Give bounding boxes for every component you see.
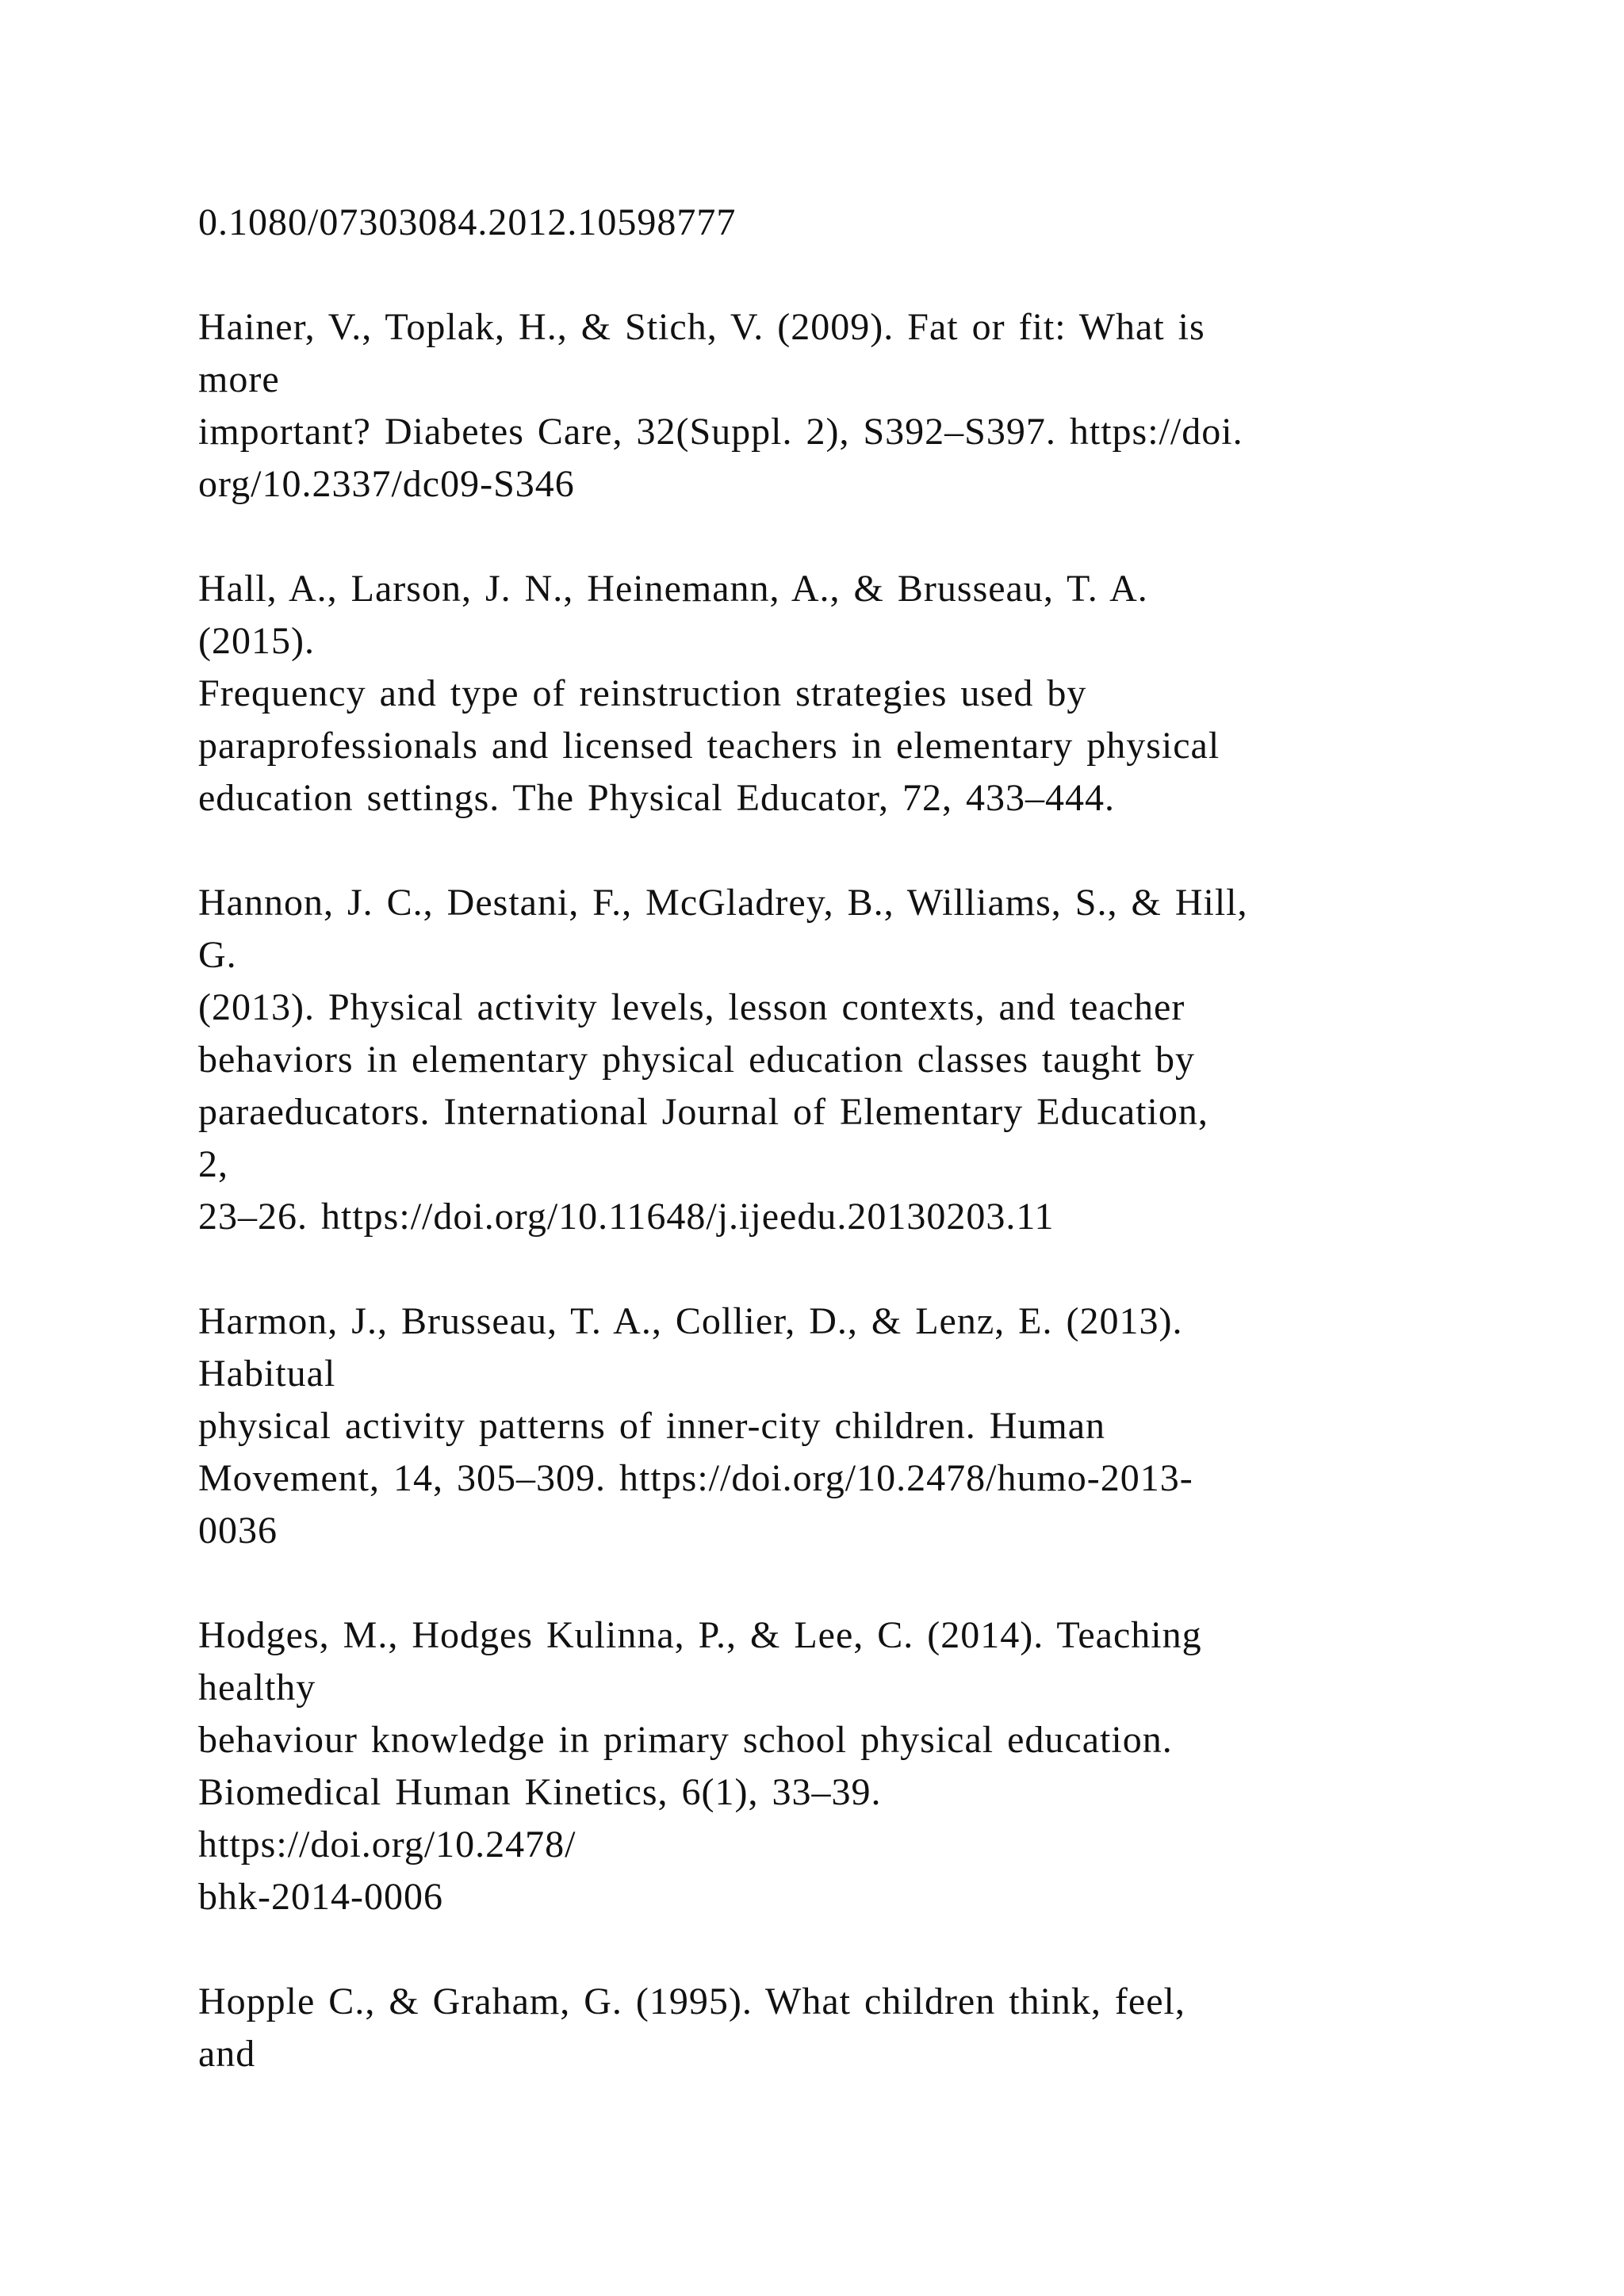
reference-line: 23–26. https://doi.org/10.11648/j.ijeedu.20130203.11: [198, 1196, 1055, 1238]
entry-gap: [198, 1243, 1562, 1295]
entry-gap: [198, 1923, 1562, 1976]
reference-line: physical activity patterns of inner-city children. Human: [198, 1405, 1106, 1447]
reference-line: 2,: [198, 1143, 228, 1185]
reference-line: Hopple C., & Graham, G. (1995). What children think, feel,: [198, 1980, 1185, 2022]
reference-line: paraprofessionals and licensed teachers in elementary physical: [198, 725, 1220, 767]
reference-line: paraeducators. International Journal of Elementary Education,: [198, 1091, 1208, 1133]
reference-line: Frequency and type of reinstruction strategies used by: [198, 672, 1087, 714]
reference-line: Hodges, M., Hodges Kulinna, P., & Lee, C. (2014). Teaching: [198, 1614, 1202, 1656]
reference-line: healthy: [198, 1667, 316, 1709]
reference-line: https://doi.org/10.2478/: [198, 1823, 576, 1866]
reference-line: Hannon, J. C., Destani, F., McGladrey, B., Williams, S., & Hill,: [198, 882, 1248, 924]
reference-line: behaviour knowledge in primary school physical education.: [198, 1719, 1173, 1761]
reference-line: Movement, 14, 305–309. https://doi.org/10.2478/humo-2013-: [198, 1457, 1193, 1499]
entry-gap: [198, 249, 1562, 301]
reference-line: and: [198, 2033, 256, 2075]
entry-gap: [198, 825, 1562, 877]
reference-entry: [198, 877, 1562, 1243]
reference-line: Habitual: [198, 1353, 336, 1395]
reference-entry: [198, 1976, 1562, 2080]
entry-gap: [198, 511, 1562, 563]
reference-line: org/10.2337/dc09-S346: [198, 463, 575, 505]
reference-line: education settings. The Physical Educator, 72, 433–444.: [198, 777, 1115, 819]
reference-entry: [198, 1609, 1562, 1923]
reference-line: behaviors in elementary physical education classes taught by: [198, 1039, 1195, 1081]
reference-line: (2013). Physical activity levels, lesson contexts, and teacher: [198, 986, 1185, 1028]
reference-entry: [198, 301, 1562, 511]
reference-entry: [198, 563, 1562, 825]
entry-gap: [198, 1557, 1562, 1609]
reference-line: more: [198, 358, 280, 400]
reference-line: Biomedical Human Kinetics, 6(1), 33–39.: [198, 1771, 882, 1813]
reference-line: important? Diabetes Care, 32(Suppl. 2), S392–S397. https://doi.: [198, 411, 1243, 453]
reference-entry: [198, 197, 1562, 249]
reference-line: bhk-2014-0006: [198, 1876, 443, 1918]
reference-line: (2015).: [198, 620, 315, 662]
reference-line: 0036: [198, 1510, 278, 1552]
reference-entry: [198, 1295, 1562, 1557]
reference-line: Hainer, V., Toplak, H., & Stich, V. (2009). Fat or fit: What is: [198, 306, 1205, 348]
reference-line: Harmon, J., Brusseau, T. A., Collier, D., & Lenz, E. (2013).: [198, 1300, 1183, 1342]
reference-line: 0.1080/07303084.2012.10598777: [198, 201, 737, 243]
reference-line: G.: [198, 934, 237, 976]
reference-line: Hall, A., Larson, J. N., Heinemann, A., & Brusseau, T. A.: [198, 568, 1148, 610]
reference-page: [198, 197, 1562, 2080]
